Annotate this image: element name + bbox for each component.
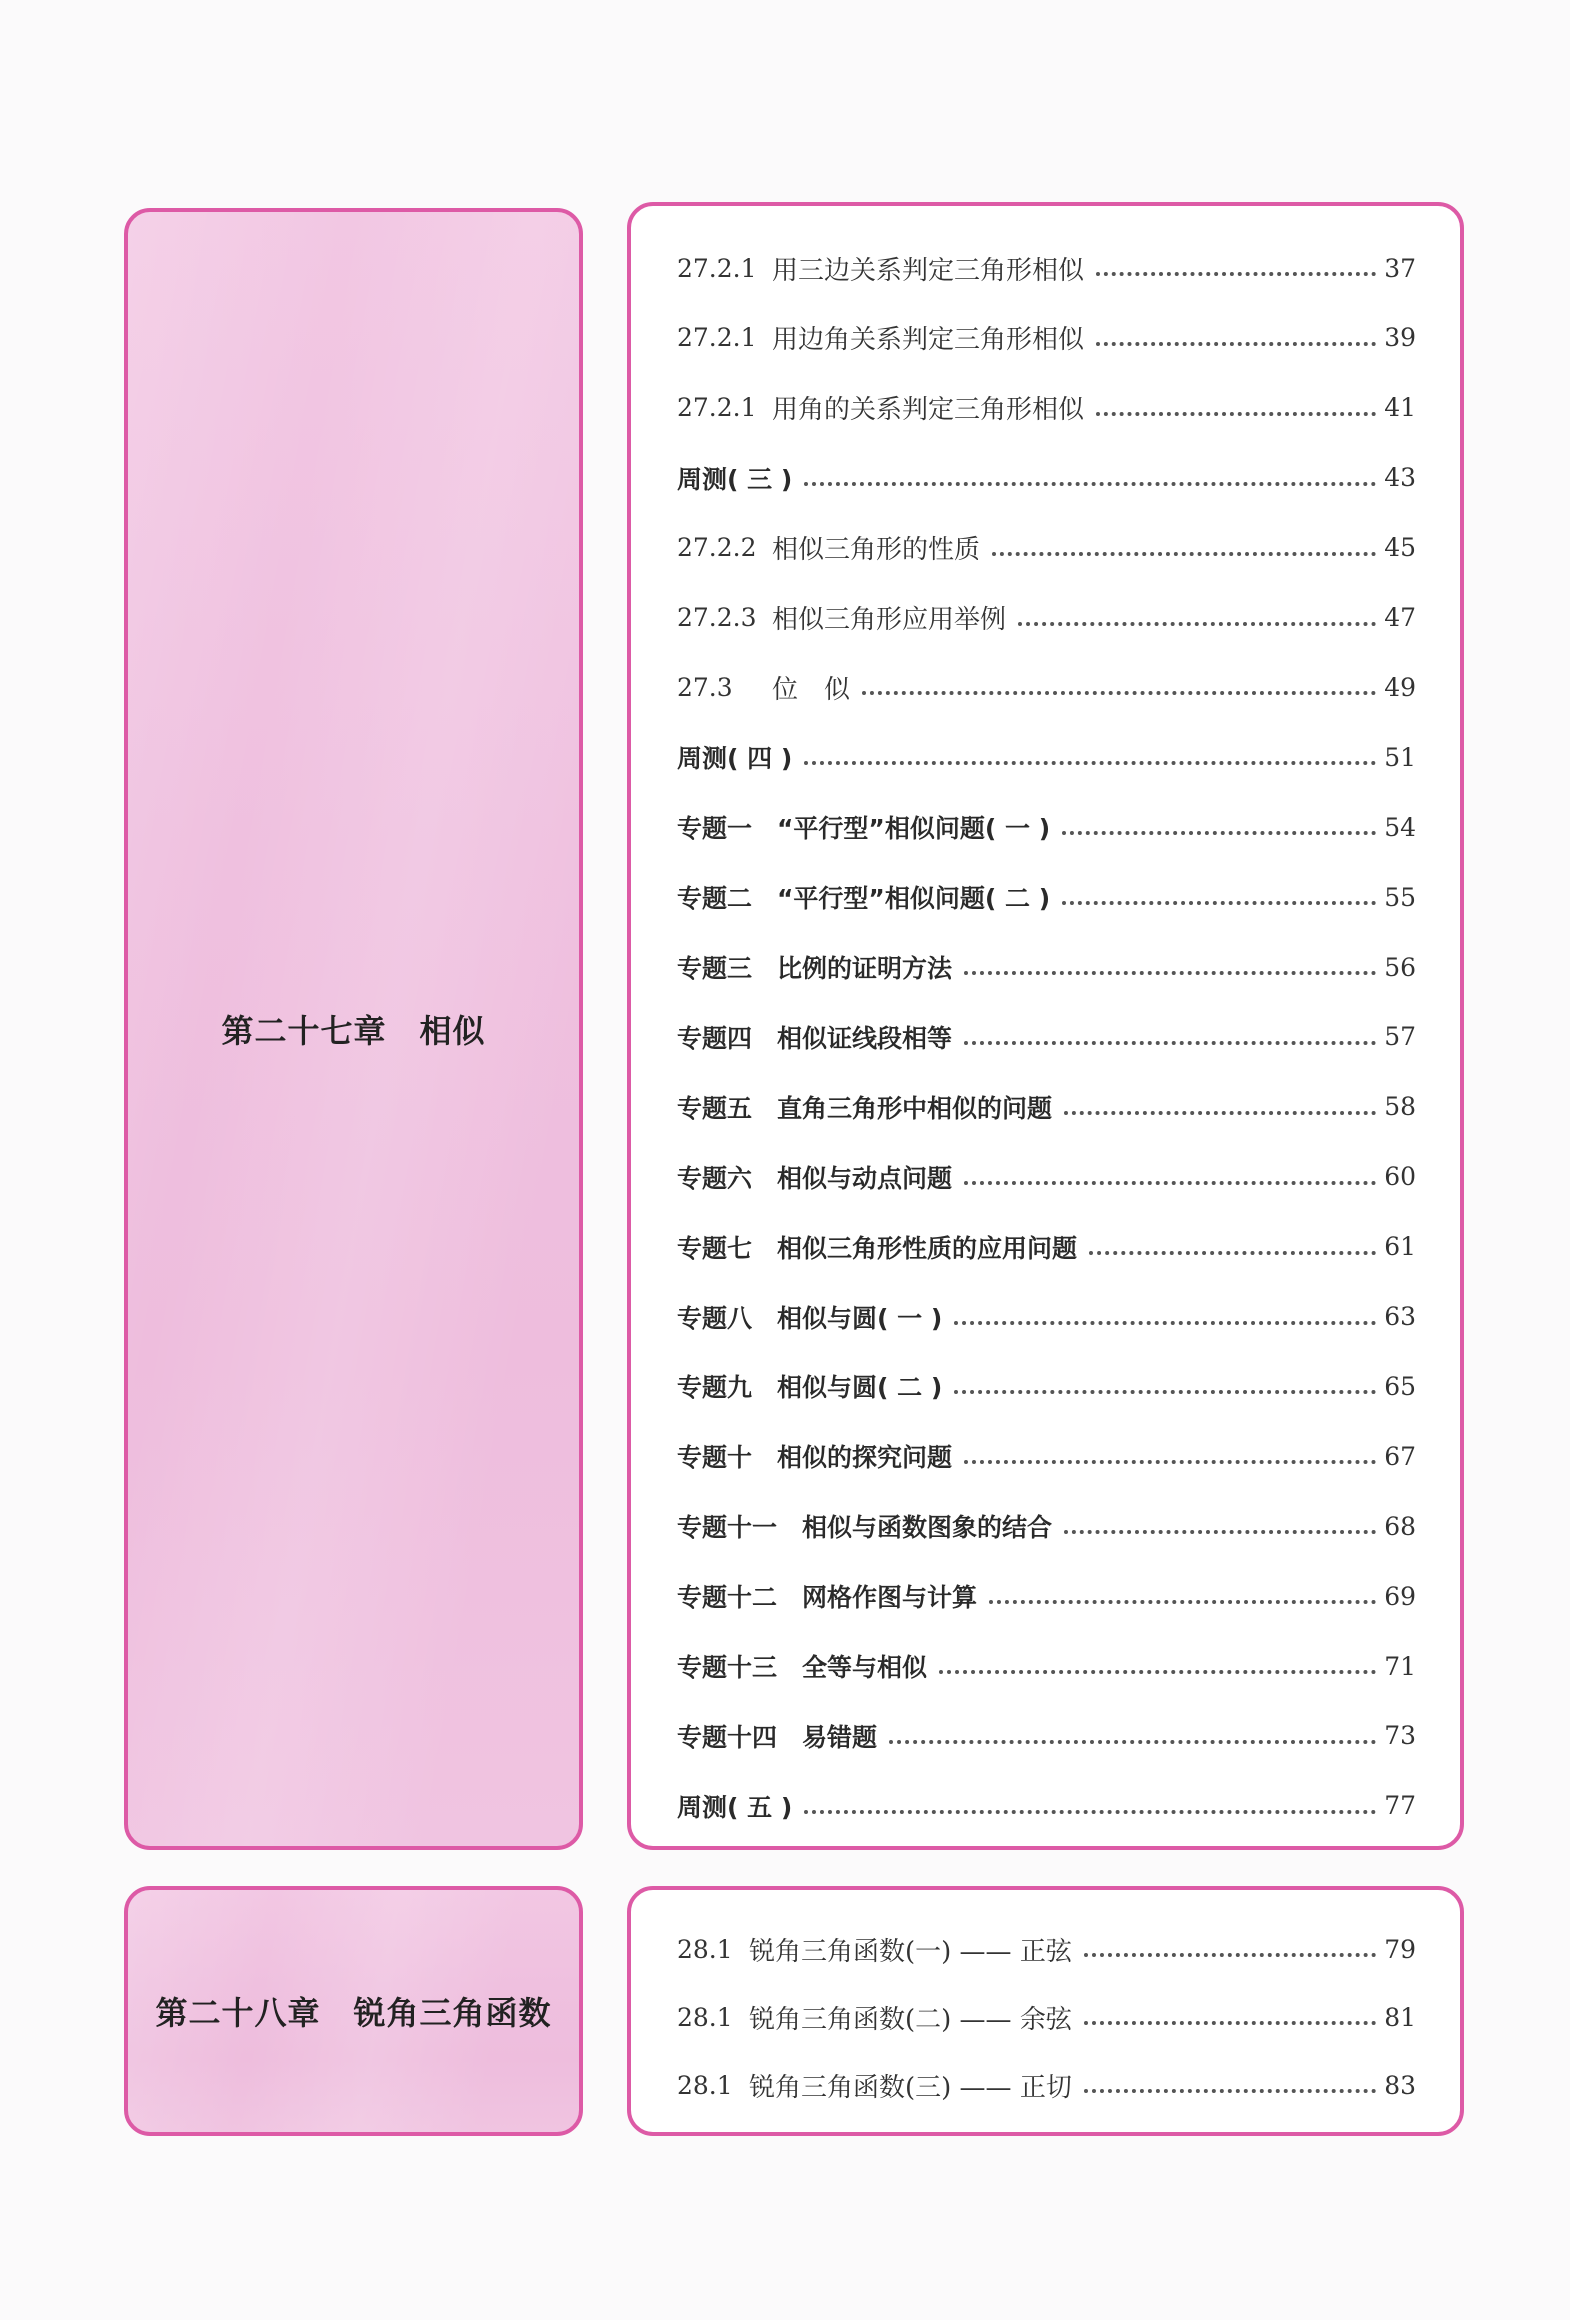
section-title: 专题十四 易错题 xyxy=(677,1722,878,1752)
dot-leader xyxy=(1084,1953,1376,1957)
section-number: 28.1 xyxy=(677,1934,733,1964)
section-title: 周测( 三 ) xyxy=(677,464,793,494)
section-title: 锐角三角函数(三) —— 正切 xyxy=(749,2072,1072,2103)
section-number: 27.2.2 xyxy=(677,533,757,563)
dot-leader xyxy=(964,1460,1376,1464)
section-number: 27.2.3 xyxy=(677,603,757,632)
toc-entry[interactable] xyxy=(677,1157,1416,1197)
page-number: 71 xyxy=(1384,1651,1416,1681)
section-title: 用三边关系判定三角形相似 xyxy=(772,255,1085,286)
dot-leader xyxy=(1062,901,1376,905)
section-title: 专题一 “平行型”相似问题( 一 ) xyxy=(677,814,1051,844)
toc-entry[interactable] xyxy=(677,1646,1416,1686)
toc-entry[interactable] xyxy=(677,598,1416,638)
dot-leader xyxy=(954,1390,1376,1394)
page-number: 81 xyxy=(1384,2002,1416,2032)
toc-entry[interactable] xyxy=(677,318,1416,358)
section-title: 专题五 直角三角形中相似的问题 xyxy=(677,1093,1053,1123)
toc-entry[interactable] xyxy=(677,1997,1416,2037)
toc-entry[interactable] xyxy=(677,1716,1416,1756)
toc-entry[interactable] xyxy=(677,807,1416,847)
dot-leader xyxy=(804,1810,1376,1814)
dot-leader xyxy=(1084,2089,1376,2093)
section-title: 专题三 比例的证明方法 xyxy=(677,954,953,983)
section-title: 专题九 相似与圆( 二 ) xyxy=(677,1373,943,1403)
page-number: 63 xyxy=(1384,1302,1416,1331)
dot-leader xyxy=(1096,342,1376,346)
section-title: 周测( 四 ) xyxy=(677,744,793,774)
section-title: 锐角三角函数(二) —— 余弦 xyxy=(749,2004,1072,2035)
dot-leader xyxy=(1096,272,1376,276)
toc-entry[interactable] xyxy=(677,388,1416,428)
dot-leader xyxy=(992,552,1376,556)
chapter-28-toc-panel xyxy=(627,1886,1464,2136)
section-title: 专题十三 全等与相似 xyxy=(677,1653,928,1682)
page-number: 41 xyxy=(1384,393,1416,423)
dot-leader xyxy=(964,1181,1376,1185)
dot-leader xyxy=(964,971,1376,975)
page-number: 83 xyxy=(1384,2070,1416,2100)
chapter-28-heading-panel xyxy=(124,1886,583,2136)
page-number: 45 xyxy=(1384,533,1416,563)
toc-entry[interactable] xyxy=(677,1087,1416,1127)
dot-leader xyxy=(939,1670,1376,1674)
chapter-27-title: 第二十七章 相似 xyxy=(221,1012,486,1050)
section-title: 专题十一 相似与函数图象的结合 xyxy=(677,1513,1053,1543)
toc-entry[interactable] xyxy=(677,947,1416,987)
toc-entry[interactable] xyxy=(677,528,1416,568)
section-number: 27.2.1 xyxy=(677,253,757,283)
toc-entry[interactable] xyxy=(677,1017,1416,1057)
dot-leader xyxy=(804,482,1376,486)
page-number: 56 xyxy=(1384,952,1416,982)
section-title: 锐角三角函数(一) —— 正弦 xyxy=(749,1936,1072,1967)
page-number: 67 xyxy=(1384,1441,1416,1471)
section-title: 相似三角形的性质 xyxy=(772,535,981,566)
chapter-27-heading-panel xyxy=(124,208,583,1850)
section-title: 专题四 相似证线段相等 xyxy=(677,1023,953,1053)
page-number: 65 xyxy=(1384,1371,1416,1401)
toc-entry[interactable] xyxy=(677,877,1416,917)
page-number: 77 xyxy=(1384,1791,1416,1821)
toc-entry[interactable] xyxy=(677,1436,1416,1476)
dot-leader xyxy=(954,1321,1376,1325)
toc-entry[interactable] xyxy=(677,1506,1416,1546)
page-number: 49 xyxy=(1384,672,1416,702)
toc-entry[interactable] xyxy=(677,248,1416,288)
chapter-27-toc-panel xyxy=(627,202,1464,1850)
section-title: 用角的关系判定三角形相似 xyxy=(772,395,1085,426)
dot-leader xyxy=(1062,831,1376,835)
dot-leader xyxy=(964,1041,1376,1045)
section-number: 27.3 xyxy=(677,672,733,702)
section-title: 周测( 五 ) xyxy=(677,1792,793,1822)
toc-entry[interactable] xyxy=(677,667,1416,707)
section-title: 专题十 相似的探究问题 xyxy=(677,1443,953,1473)
dot-leader xyxy=(1084,2021,1376,2025)
section-title: 专题七 相似三角形性质的应用问题 xyxy=(677,1233,1078,1263)
section-title: 位 似 xyxy=(772,674,851,705)
toc-entry[interactable] xyxy=(677,737,1416,777)
dot-leader xyxy=(889,1740,1376,1744)
section-number: 27.2.1 xyxy=(677,323,757,353)
toc-entry[interactable] xyxy=(677,1576,1416,1616)
section-number: 28.1 xyxy=(677,2070,733,2100)
chapter-28-title: 第二十八章 锐角三角函数 xyxy=(155,1994,552,2032)
section-title: 专题十二 网格作图与计算 xyxy=(677,1583,978,1613)
dot-leader xyxy=(804,761,1376,765)
section-title: 专题八 相似与圆( 一 ) xyxy=(677,1303,943,1333)
page-number: 51 xyxy=(1384,742,1416,772)
section-title: 专题六 相似与动点问题 xyxy=(677,1163,953,1193)
dot-leader xyxy=(1089,1251,1376,1255)
toc-entry[interactable] xyxy=(677,1929,1416,1969)
dot-leader xyxy=(1064,1111,1376,1115)
page-number: 69 xyxy=(1384,1581,1416,1611)
toc-entry[interactable] xyxy=(677,1227,1416,1267)
dot-leader xyxy=(989,1600,1376,1604)
toc-entry[interactable] xyxy=(677,2065,1416,2105)
page-number: 37 xyxy=(1384,253,1416,283)
page-number: 60 xyxy=(1384,1162,1416,1192)
page-number: 55 xyxy=(1384,882,1416,912)
section-title: 专题二 “平行型”相似问题( 二 ) xyxy=(677,884,1051,914)
dot-leader xyxy=(862,691,1376,695)
toc-entry[interactable] xyxy=(677,1786,1416,1826)
page-number: 58 xyxy=(1384,1092,1416,1122)
page-number: 79 xyxy=(1384,1934,1416,1964)
dot-leader xyxy=(1064,1530,1376,1534)
page-number: 54 xyxy=(1384,812,1416,842)
section-number: 27.2.1 xyxy=(677,393,757,423)
page-number: 57 xyxy=(1384,1022,1416,1052)
toc-entry[interactable] xyxy=(677,1366,1416,1406)
page-number: 73 xyxy=(1384,1721,1416,1751)
page-number: 68 xyxy=(1384,1511,1416,1541)
toc-entry[interactable] xyxy=(677,1297,1416,1337)
section-title: 相似三角形应用举例 xyxy=(772,605,1007,635)
section-number: 28.1 xyxy=(677,2002,733,2032)
page-number: 39 xyxy=(1384,323,1416,353)
dot-leader xyxy=(1096,412,1376,416)
dot-leader xyxy=(1018,622,1376,626)
page-number: 43 xyxy=(1384,463,1416,493)
section-title: 用边角关系判定三角形相似 xyxy=(772,325,1085,356)
toc-entry[interactable] xyxy=(677,458,1416,498)
page-number: 61 xyxy=(1384,1232,1416,1262)
page-number: 47 xyxy=(1384,603,1416,632)
